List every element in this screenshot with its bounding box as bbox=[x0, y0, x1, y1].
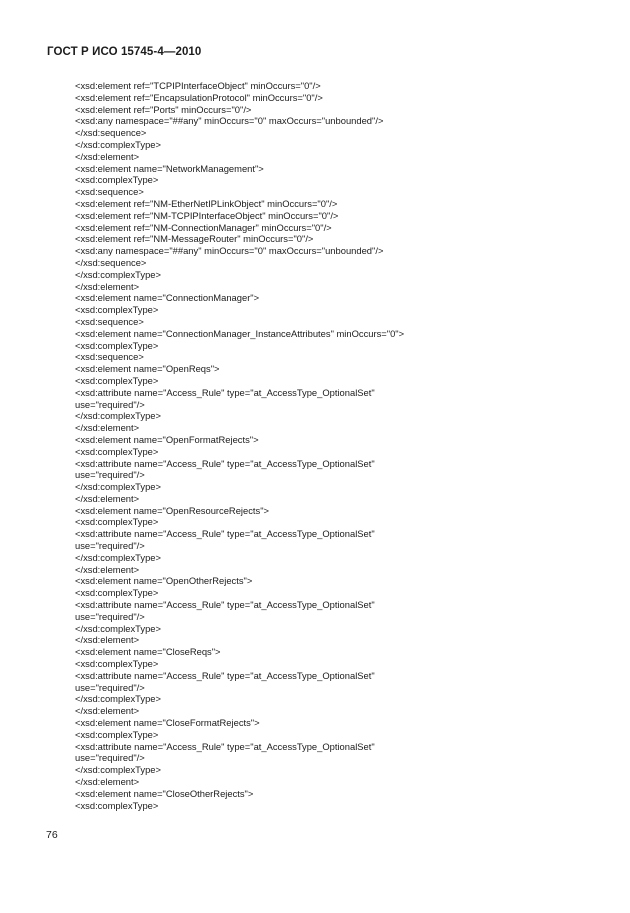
code-line: </xsd:element> bbox=[75, 705, 140, 717]
code-line: use="required"/> bbox=[75, 681, 145, 693]
code-line: <xsd:attribute name="Access_Rule" type="at_AccessType_OptionalSet" bbox=[75, 599, 375, 611]
code-line: <xsd:element name="OpenReqs"> bbox=[75, 363, 220, 375]
code-line: <xsd:element ref="Ports" minOccurs="0"/> bbox=[75, 103, 252, 115]
code-line: <xsd:complexType> bbox=[75, 304, 159, 316]
code-line: use="required"/> bbox=[75, 752, 145, 764]
code-line: </xsd:complexType> bbox=[75, 410, 161, 422]
code-line: <xsd:complexType> bbox=[75, 799, 159, 811]
code-line: <xsd:sequence> bbox=[75, 315, 144, 327]
code-line: <xsd:element name="NetworkManagement"> bbox=[75, 162, 264, 174]
code-line: use="required"/> bbox=[75, 540, 145, 552]
code-line: <xsd:element name="ConnectionManager"> bbox=[75, 292, 260, 304]
code-line: </xsd:element> bbox=[75, 150, 140, 162]
code-line: </xsd:sequence> bbox=[75, 127, 147, 139]
code-line: <xsd:element ref="TCPIPInterfaceObject" minOccurs="0"/> bbox=[75, 80, 321, 91]
xsd-code-listing bbox=[75, 80, 615, 811]
code-line: use="required"/> bbox=[75, 610, 145, 622]
code-line: <xsd:attribute name="Access_Rule" type="at_AccessType_OptionalSet" bbox=[75, 386, 375, 398]
code-line: <xsd:complexType> bbox=[75, 587, 159, 599]
code-line: <xsd:complexType> bbox=[75, 445, 159, 457]
code-line: </xsd:complexType> bbox=[75, 138, 161, 150]
code-line: <xsd:attribute name="Access_Rule" type="at_AccessType_OptionalSet" bbox=[75, 457, 375, 469]
code-line: </xsd:complexType> bbox=[75, 764, 161, 776]
code-line: <xsd:complexType> bbox=[75, 728, 159, 740]
code-line: <xsd:attribute name="Access_Rule" type="at_AccessType_OptionalSet" bbox=[75, 740, 375, 752]
code-line: </xsd:complexType> bbox=[75, 693, 161, 705]
code-line: </xsd:element> bbox=[75, 492, 140, 504]
code-line: <xsd:sequence> bbox=[75, 351, 144, 363]
code-line: <xsd:element ref="NM-EtherNetIPLinkObject" minOccurs="0"/> bbox=[75, 197, 338, 209]
code-line: <xsd:complexType> bbox=[75, 658, 159, 670]
code-line: use="required"/> bbox=[75, 398, 145, 410]
code-line: <xsd:sequence> bbox=[75, 186, 144, 198]
code-line: </xsd:element> bbox=[75, 280, 140, 292]
code-line: <xsd:element name="CloseFormatRejects"> bbox=[75, 717, 260, 729]
code-line: <xsd:element name="OpenResourceRejects"> bbox=[75, 504, 270, 516]
code-line: </xsd:element> bbox=[75, 563, 140, 575]
code-line: <xsd:element ref="NM-TCPIPInterfaceObject" minOccurs="0"/> bbox=[75, 209, 339, 221]
code-line: <xsd:attribute name="Access_Rule" type="at_AccessType_OptionalSet" bbox=[75, 669, 375, 681]
code-line: </xsd:sequence> bbox=[75, 256, 147, 268]
code-line: </xsd:element> bbox=[75, 776, 140, 788]
code-line: <xsd:element ref="NM-ConnectionManager" minOccurs="0"/> bbox=[75, 221, 332, 233]
code-line: <xsd:element name="ConnectionManager_InstanceAttributes" minOccurs="0"> bbox=[75, 327, 405, 339]
page-header-standard: ГОСТ Р ИСО 15745-4—2010 bbox=[47, 46, 202, 58]
code-line: <xsd:any namespace="##any" minOccurs="0" maxOccurs="unbounded"/> bbox=[75, 115, 384, 127]
code-line: <xsd:complexType> bbox=[75, 339, 159, 351]
code-line: <xsd:attribute name="Access_Rule" type="at_AccessType_OptionalSet" bbox=[75, 528, 375, 540]
code-line: </xsd:complexType> bbox=[75, 551, 161, 563]
code-line: <xsd:element ref="NM-MessageRouter" minOccurs="0"/> bbox=[75, 233, 314, 245]
code-line: <xsd:complexType> bbox=[75, 374, 159, 386]
code-line: <xsd:complexType> bbox=[75, 174, 159, 186]
code-line: </xsd:element> bbox=[75, 634, 140, 646]
code-line: <xsd:element name="CloseOtherRejects"> bbox=[75, 787, 254, 799]
code-line: </xsd:complexType> bbox=[75, 268, 161, 280]
code-line: <xsd:complexType> bbox=[75, 516, 159, 528]
code-line: <xsd:element ref="EncapsulationProtocol" minOccurs="0"/> bbox=[75, 91, 323, 103]
code-line: </xsd:complexType> bbox=[75, 481, 161, 493]
code-line: </xsd:element> bbox=[75, 422, 140, 434]
page-number: 76 bbox=[46, 829, 58, 841]
code-line: <xsd:any namespace="##any" minOccurs="0" maxOccurs="unbounded"/> bbox=[75, 245, 384, 257]
code-line: <xsd:element name="OpenFormatRejects"> bbox=[75, 433, 259, 445]
code-line: use="required"/> bbox=[75, 469, 145, 481]
code-line: </xsd:complexType> bbox=[75, 622, 161, 634]
code-line: <xsd:element name="OpenOtherRejects"> bbox=[75, 575, 253, 587]
code-line: <xsd:element name="CloseReqs"> bbox=[75, 646, 221, 658]
